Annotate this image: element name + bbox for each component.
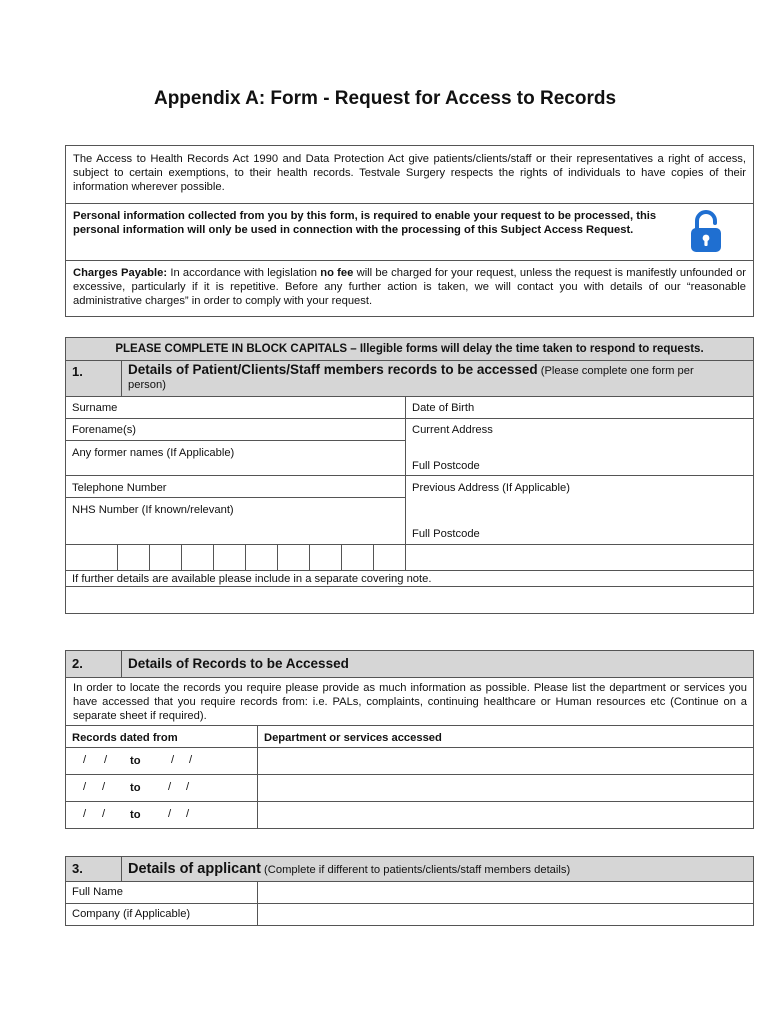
full-postcode-previous[interactable]: Full Postcode: [412, 528, 480, 540]
date-row[interactable]: / / to / /: [83, 754, 193, 767]
surname-field[interactable]: Surname: [72, 402, 118, 414]
personal-info-text: Personal information collected from you by this form, is required to enable your request to be processed, this personal information will only be used in connection with the processing of this Subject Access Request.: [73, 210, 657, 236]
charges-label: Charges Payable:: [73, 267, 168, 279]
telephone-field[interactable]: Telephone Number: [72, 482, 167, 494]
section3-heading: Details of applicant (Complete if different to patients/clients/staff members details): [128, 861, 571, 877]
date-of-birth-field[interactable]: Date of Birth: [412, 402, 475, 414]
full-name-field[interactable]: Full Name: [72, 886, 123, 898]
intro-box: [65, 145, 754, 317]
no-fee: no fee: [320, 267, 354, 279]
current-address-field[interactable]: Current Address: [412, 424, 493, 436]
section3-number: 3.: [72, 861, 83, 876]
section1-heading: Details of Patient/Clients/Staff members records to be accessed (Please complete one form per person): [128, 362, 694, 391]
intro-paragraph: The Access to Health Records Act 1990 and Data Protection Act give patients/clients/staff or their representatives a right of access, subject to certain exemptions, to their health records. Testvale Surgery respects the rights of individuals to have copies of their information wherever possible.: [73, 153, 746, 193]
date-row[interactable]: / / to / /: [83, 808, 190, 821]
lock-icon: [688, 208, 724, 254]
block-capitals-banner: PLEASE COMPLETE IN BLOCK CAPITALS – Illegible forms will delay the time taken to respond to requests.: [115, 343, 704, 355]
page-title: Appendix A: Form - Request for Access to Records: [153, 88, 617, 109]
date-row[interactable]: / / to / /: [83, 781, 190, 794]
section1-table: [65, 337, 754, 614]
section3-table: [65, 856, 754, 926]
former-names-field[interactable]: Any former names (If Applicable): [72, 447, 235, 459]
company-field[interactable]: Company (if Applicable): [72, 908, 191, 920]
previous-address-field[interactable]: Previous Address (If Applicable): [412, 482, 570, 494]
nhs-number-boxes[interactable]: [66, 544, 406, 570]
col-records-dated-from: Records dated from: [72, 732, 178, 744]
forenames-field[interactable]: Forename(s): [72, 424, 137, 436]
col-department-accessed: Department or services accessed: [264, 732, 442, 744]
section2-table: [65, 650, 754, 829]
section1-number: 1.: [72, 364, 83, 379]
section2-heading: Details of Records to be Accessed: [128, 656, 349, 671]
section2-number: 2.: [72, 656, 83, 671]
section2-instructions: In order to locate the records you require please provide as much information as possible. Please list the department or services you have accessed that you require records from: i.e. PALs, complaints, continuing healthcare or Human resources etc (Continue on a separate sheet if required).: [73, 682, 747, 722]
further-details-note: If further details are available please include in a separate covering note.: [72, 573, 432, 585]
charges-text: Charges Payable: In accordance with legislation no fee will be charged for your request, unless the request is manifestly unfounded or excessive, particularly if it is repetitive. Before any further action is taken, we will contact you with details of our “reasonable administrative charges” in order to comply with your request.: [73, 267, 746, 307]
nhs-number-field[interactable]: NHS Number (If known/relevant): [72, 504, 234, 516]
full-postcode-current[interactable]: Full Postcode: [412, 460, 480, 472]
